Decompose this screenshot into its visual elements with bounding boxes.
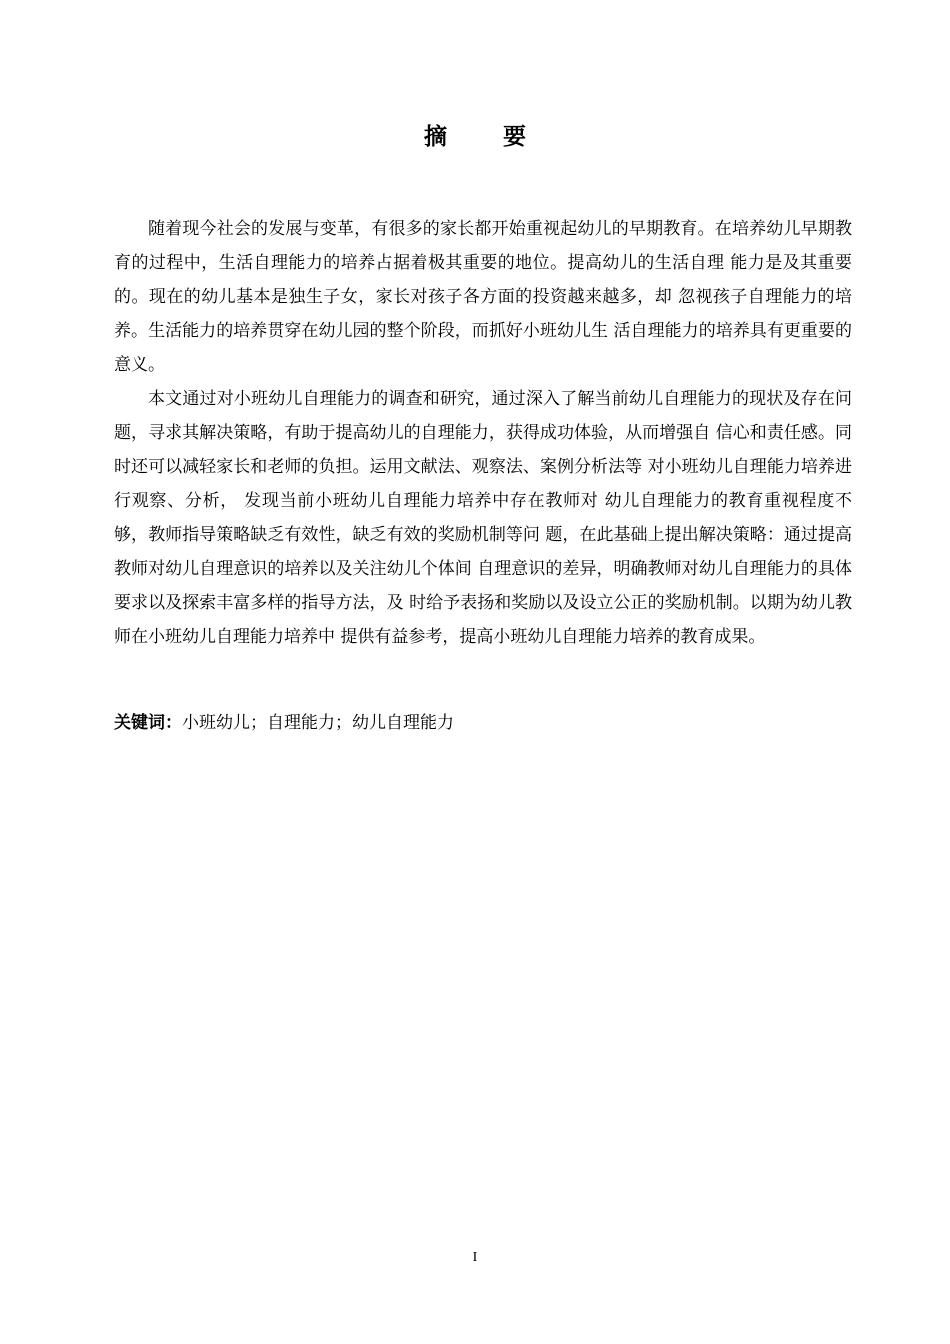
abstract-paragraph-1: 随着现今社会的发展与变革，有很多的家长都开始重视起幼儿的早期教育。在培养幼儿早期教育的过程中，生活自理能力的培养占据着极其重要的地位。提高幼儿的生活自理 能力是及其重要的。现在的幼儿基本是独生子女，家长对孩子各方面的投资越来越多，却 忽视孩子自理能力的培养。生活能力的培养贯穿在幼儿园的整个阶段，而抓好小班幼儿生 活自理能力的培养具有更重要的意义。 [114, 219, 852, 375]
page-number: I [472, 1250, 478, 1265]
abstract-paragraph-2: 本文通过对小班幼儿自理能力的调查和研究，通过深入了解当前幼儿自理能力的现状及存在问题，寻求其解决策略，有助于提高幼儿的自理能力，获得成功体验，从而增强自 信心和责任感。同时还可以减轻家长和老师的负担。运用文献法、观察法、案例分析法等 对小班幼儿自理能力培养进行观察、分析， 发现当前小班幼儿自理能力培养中存在教师对 幼儿自理能力的教育重视程度不够，教师指导策略缺乏有效性，缺乏有效的奖励机制等问 题，在此基础上提出解决策略：通过提高教师对幼儿自理意识的培养以及关注幼儿个体间 自理意识的差异，明确教师对幼儿自理能力的具体要求以及探索丰富多样的指导方法，及 时给予表扬和奖励以及设立公正的奖励机制。以期为幼儿教师在小班幼儿自理能力培养中 提供有益参考，提高小班幼儿自理能力培养的教育成果。 [114, 389, 852, 647]
abstract-title: 摘 要 [423, 124, 550, 150]
keywords-label: 关键词： [114, 713, 182, 733]
abstract-body [114, 212, 852, 654]
keywords-text: 小班幼儿；自理能力；幼儿自理能力 [182, 713, 454, 733]
keywords-line [114, 706, 852, 740]
